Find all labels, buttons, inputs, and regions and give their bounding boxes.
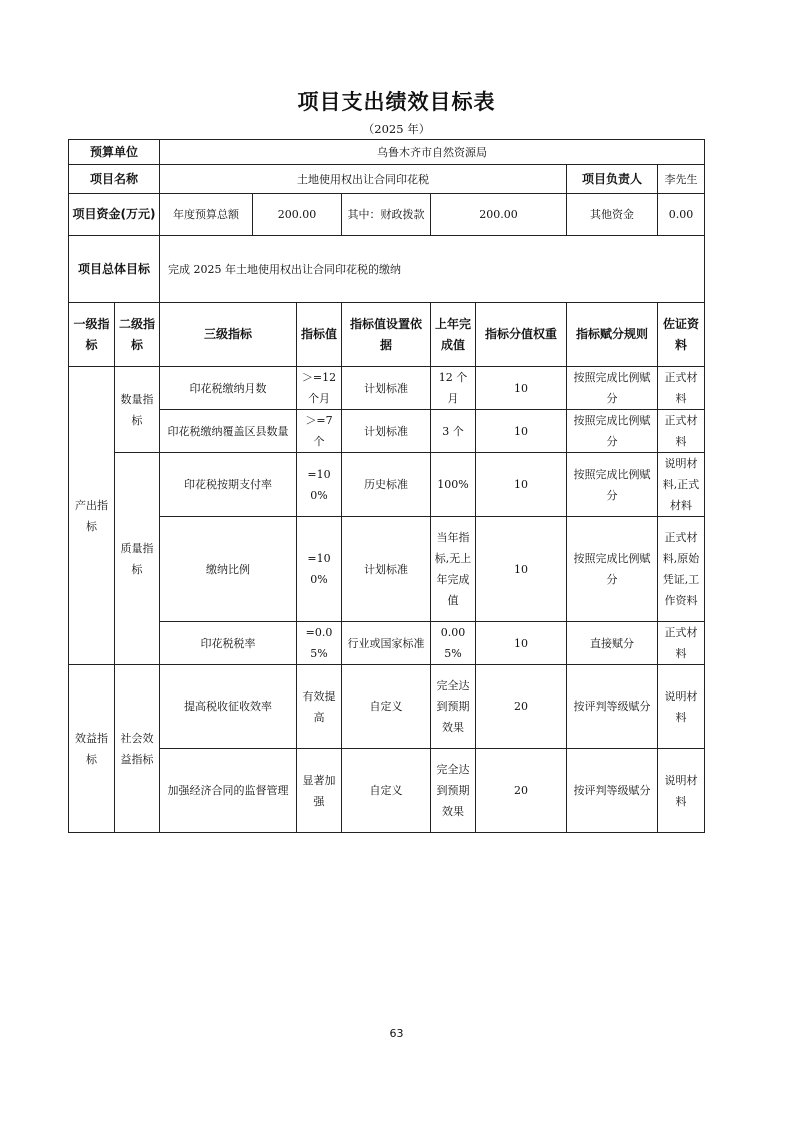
group-social: 社会效益指标: [115, 665, 160, 833]
group-quality: 质量指标: [115, 453, 160, 665]
indicator-last-year: 12 个月: [431, 367, 476, 410]
indicator-value: 有效提高: [297, 665, 342, 749]
indicator-name: 提高税收征收效率: [160, 665, 297, 749]
header-level1: 一级指标: [69, 303, 115, 367]
indicator-basis: 自定义: [342, 749, 431, 833]
indicator-evidence: 正式材料: [658, 410, 705, 453]
group-quantity: 数量指标: [115, 367, 160, 453]
indicator-last-year: 100%: [431, 453, 476, 517]
unit-value: 乌鲁木齐市自然资源局: [160, 140, 705, 165]
indicator-rule: 按照完成比例赋分: [567, 410, 658, 453]
document-title: 项目支出绩效目标表: [297, 90, 496, 114]
indicator-basis: 行业或国家标准: [342, 622, 431, 665]
indicator-value: ＞=12个月: [297, 367, 342, 410]
indicator-value: =100%: [297, 517, 342, 622]
header-level2: 二级指标: [115, 303, 160, 367]
other-funds-value: 0.00: [658, 194, 705, 236]
funds-label: 项目资金(万元): [69, 194, 160, 236]
indicator-rule: 按照完成比例赋分: [567, 367, 658, 410]
indicator-last-year: 完全达到预期效果: [431, 749, 476, 833]
annual-budget-label: 年度预算总额: [160, 194, 253, 236]
indicator-basis: 计划标准: [342, 410, 431, 453]
indicator-evidence: 说明材料: [658, 749, 705, 833]
indicator-value: ＞=7个: [297, 410, 342, 453]
document-year: （2025 年）: [362, 122, 431, 136]
indicator-weight: 10: [476, 410, 567, 453]
header-evidence: 佐证资料: [658, 303, 705, 367]
indicator-weight: 10: [476, 453, 567, 517]
indicator-evidence: 正式材料,原始凭证,工作资料: [658, 517, 705, 622]
indicator-evidence: 说明材料,正式材料: [658, 453, 705, 517]
leader-label: 项目负责人: [567, 165, 658, 194]
group-output: 产出指标: [69, 367, 115, 665]
group-benefit: 效益指标: [69, 665, 115, 833]
fiscal-value: 200.00: [431, 194, 567, 236]
indicator-value: =0.05%: [297, 622, 342, 665]
indicator-weight: 20: [476, 665, 567, 749]
page-number: 63: [389, 1027, 404, 1040]
table-row: [69, 517, 705, 622]
table-row: [69, 453, 705, 517]
table-row: [69, 367, 705, 410]
fiscal-label: 其中：财政拨款: [342, 194, 431, 236]
goal-value: 完成 2025 年土地使用权出让合同印花税的缴纳: [160, 236, 705, 303]
indicator-weight: 10: [476, 517, 567, 622]
indicator-value: =100%: [297, 453, 342, 517]
indicator-last-year: 0.005%: [431, 622, 476, 665]
indicator-name: 印花税缴纳覆盖区县数量: [160, 410, 297, 453]
indicator-name: 缴纳比例: [160, 517, 297, 622]
indicator-value: 显著加强: [297, 749, 342, 833]
header-weight: 指标分值权重: [476, 303, 567, 367]
header-basis: 指标值设置依据: [342, 303, 431, 367]
indicator-evidence: 说明材料: [658, 665, 705, 749]
indicator-last-year: 3 个: [431, 410, 476, 453]
indicator-evidence: 正式材料: [658, 622, 705, 665]
goal-label: 项目总体目标: [69, 236, 160, 303]
indicator-rule: 按评判等级赋分: [567, 749, 658, 833]
other-funds-label: 其他资金: [567, 194, 658, 236]
indicator-basis: 计划标准: [342, 367, 431, 410]
indicator-last-year: 当年指标,无上年完成值: [431, 517, 476, 622]
indicator-rule: 按照完成比例赋分: [567, 517, 658, 622]
indicator-name: 印花税缴纳月数: [160, 367, 297, 410]
indicator-evidence: 正式材料: [658, 367, 705, 410]
unit-label: 预算单位: [69, 140, 160, 165]
indicator-rule: 按照完成比例赋分: [567, 453, 658, 517]
table-row: [69, 622, 705, 665]
table-row: [69, 665, 705, 749]
indicator-rule: 按评判等级赋分: [567, 665, 658, 749]
performance-target-table: [68, 139, 705, 833]
indicator-name: 加强经济合同的监督管理: [160, 749, 297, 833]
table-row: [69, 410, 705, 453]
indicator-weight: 20: [476, 749, 567, 833]
project-name-label: 项目名称: [69, 165, 160, 194]
leader-value: 李先生: [658, 165, 705, 194]
indicator-basis: 自定义: [342, 665, 431, 749]
indicator-basis: 历史标准: [342, 453, 431, 517]
annual-budget-value: 200.00: [253, 194, 342, 236]
project-name-value: 土地使用权出让合同印花税: [160, 165, 567, 194]
indicator-basis: 计划标准: [342, 517, 431, 622]
indicator-name: 印花税税率: [160, 622, 297, 665]
header-last-year: 上年完成值: [431, 303, 476, 367]
table-row: [69, 749, 705, 833]
indicator-last-year: 完全达到预期效果: [431, 665, 476, 749]
header-value: 指标值: [297, 303, 342, 367]
indicator-weight: 10: [476, 367, 567, 410]
header-level3: 三级指标: [160, 303, 297, 367]
header-rule: 指标赋分规则: [567, 303, 658, 367]
indicator-rule: 直接赋分: [567, 622, 658, 665]
indicator-weight: 10: [476, 622, 567, 665]
indicator-name: 印花税按期支付率: [160, 453, 297, 517]
